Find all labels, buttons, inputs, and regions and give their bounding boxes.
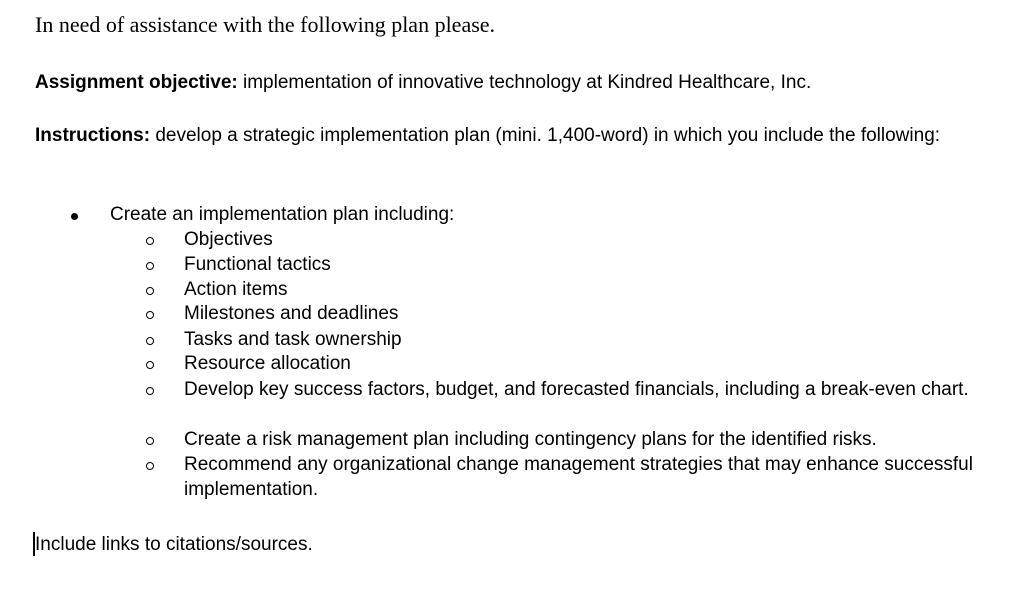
- instructions-label: Instructions:: [35, 125, 151, 146]
- circle-bullet-icon: [146, 361, 154, 369]
- list-item-text: Tasks and task ownership: [184, 329, 402, 350]
- instructions: [35, 123, 985, 148]
- objective-text: implementation of innovative technology at Kindred Healthcare, Inc.: [237, 72, 812, 93]
- assignment-objective: [35, 70, 811, 95]
- list-item-text: Functional tactics: [184, 254, 331, 275]
- circle-bullet-icon: [146, 287, 154, 295]
- list-item-text: Create a risk management plan including contingency plans for the identified risks.: [184, 429, 877, 450]
- circle-bullet-icon: [146, 262, 154, 270]
- bullet-dot-icon: [71, 213, 78, 220]
- list-item-text: Resource allocation: [184, 353, 351, 374]
- list-item-text: Recommend any organizational change management strategies that may enhance successful implementation.: [184, 454, 973, 500]
- closing-note: Include links to citations/sources.: [35, 534, 313, 555]
- list-item-text: Milestones and deadlines: [184, 303, 399, 324]
- objective-label: Assignment objective:: [35, 72, 238, 93]
- list-item-text: Develop key success factors, budget, and forecasted financials, including a break-even chart.: [184, 379, 969, 400]
- circle-bullet-icon: [146, 387, 154, 395]
- circle-bullet-icon: [146, 237, 154, 245]
- list-item-text: Objectives: [184, 229, 273, 250]
- list-item-text: Action items: [184, 279, 288, 300]
- page-heading: In need of assistance with the following plan please.: [35, 12, 496, 37]
- bullet-text: Create an implementation plan including:: [110, 204, 455, 225]
- instructions-text: develop a strategic implementation plan (mini. 1,400-word) in which you include the following:: [150, 125, 941, 146]
- circle-bullet-icon: [146, 437, 154, 445]
- circle-bullet-icon: [146, 311, 154, 319]
- circle-bullet-icon: [146, 462, 154, 470]
- circle-bullet-icon: [146, 337, 154, 345]
